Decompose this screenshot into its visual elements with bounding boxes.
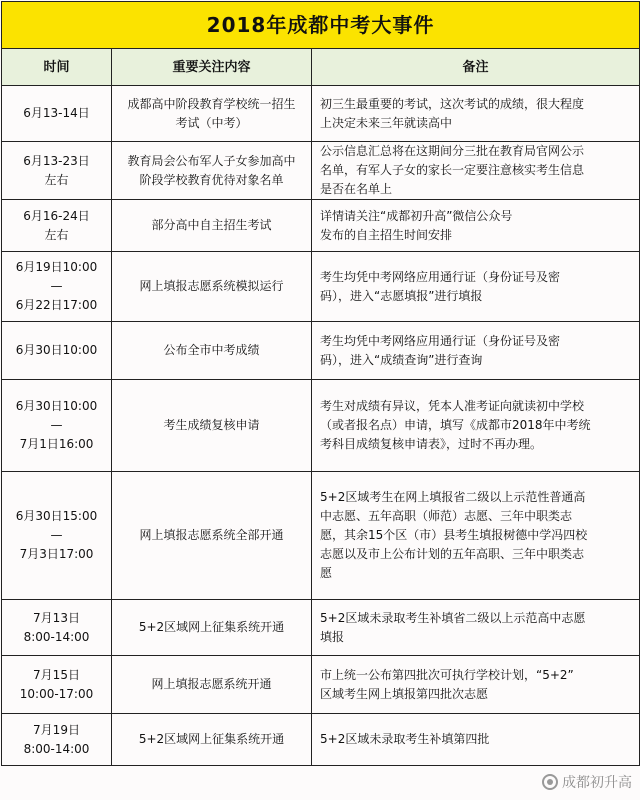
content-line: 公布全市中考成绩 <box>163 343 260 357</box>
content-line: 部分高中自主招生考试 <box>151 218 272 232</box>
title-row <box>2 2 640 49</box>
time-line: — <box>50 279 63 293</box>
table-row <box>2 86 640 142</box>
content-line: 教育局会公布军人子女参加高中 <box>127 153 296 168</box>
cell-time <box>2 322 112 380</box>
cell-time <box>2 380 112 472</box>
table-row <box>2 472 640 600</box>
time-line: 6月16-24日 <box>23 208 90 223</box>
time-line: 左右 <box>44 172 69 187</box>
time-line: 6月30日15:00 <box>15 509 98 523</box>
cell-note <box>312 142 640 200</box>
note-line: 发布的自主招生时间安排 <box>320 227 453 242</box>
content-line: 5+2区域网上征集系统开通 <box>138 620 285 634</box>
content-line: 网上填报志愿系统开通 <box>151 677 272 691</box>
time-line: 6月30日10:00 <box>15 343 98 357</box>
cell-content <box>112 142 312 200</box>
note-line: 考科目成绩复核申请表》，过时不再办理。 <box>320 437 543 451</box>
note-line: 考生对成绩有异议，凭本人准考证向就读初中学校 <box>320 399 585 413</box>
cell-content <box>112 380 312 472</box>
note-line: 码），进入“成绩查询”进行查询 <box>320 352 483 367</box>
cell-time <box>2 86 112 142</box>
note-line: 愿 <box>320 566 333 580</box>
content-line: 考生成绩复核申请 <box>163 418 260 432</box>
content-line: 阶段学校教育优待对象名单 <box>139 172 284 187</box>
cell-note <box>312 656 640 714</box>
cell-time <box>2 714 112 766</box>
time-line: 8:00-14:00 <box>23 741 90 756</box>
table-row <box>2 142 640 200</box>
note-line: （或者报名点）申请，填写《成都市2018年中考统 <box>320 418 591 432</box>
time-line: 7月15日 <box>33 667 80 682</box>
note-line: 码），进入“志愿填报”进行填报 <box>320 288 483 303</box>
cell-content <box>112 472 312 600</box>
time-line: 8:00-14:00 <box>23 629 90 644</box>
note-line: 名单，有军人子女的家长一定要注意核实考生信息 <box>320 163 585 177</box>
note-line: 考生均凭中考网络应用通行证（身份证号及密 <box>320 333 561 348</box>
table-title: 2018年成都中考大事件 <box>2 2 640 49</box>
time-line: 6月13-14日 <box>23 106 90 120</box>
content-line: 考试（中考） <box>175 115 248 130</box>
cell-note <box>312 600 640 656</box>
cell-content <box>112 600 312 656</box>
time-line: 左右 <box>44 227 69 242</box>
cell-note <box>312 86 640 142</box>
cell-note <box>312 472 640 600</box>
header-note: 备注 <box>312 49 640 86</box>
note-line: 填报 <box>320 629 345 644</box>
cell-time <box>2 252 112 322</box>
time-line: 7月19日 <box>33 722 80 737</box>
cell-note <box>312 380 640 472</box>
cell-content <box>112 656 312 714</box>
cell-content <box>112 322 312 380</box>
cell-content <box>112 200 312 252</box>
time-line: 6月19日10:00 <box>15 260 98 274</box>
note-line: 公示信息汇总将在这期间分三批在教育局官网公示 <box>320 144 585 158</box>
events-table <box>1 1 640 766</box>
watermark-text: 成都初升高 <box>562 775 632 791</box>
cell-note <box>312 714 640 766</box>
time-line: — <box>50 418 63 432</box>
cell-note <box>312 322 640 380</box>
header-row <box>2 49 640 86</box>
cell-content <box>112 86 312 142</box>
time-line: 7月3日17:00 <box>19 547 94 561</box>
note-line: 是否在名单上 <box>320 182 393 196</box>
header-content: 重要关注内容 <box>112 49 312 86</box>
content-line: 成都高中阶段教育学校统一招生 <box>127 96 296 111</box>
table-row <box>2 252 640 322</box>
time-line: 7月1日16:00 <box>19 437 94 451</box>
cell-note <box>312 252 640 322</box>
table-row <box>2 600 640 656</box>
header-time: 时间 <box>2 49 112 86</box>
cell-content <box>112 714 312 766</box>
table-row <box>2 322 640 380</box>
table-row <box>2 656 640 714</box>
content-line: 网上填报志愿系统模拟运行 <box>139 279 284 293</box>
note-line: 5+2区域未录取考生补填省二级以上示范高中志愿 <box>320 610 586 625</box>
table-row <box>2 380 640 472</box>
note-line: 5+2区域未录取考生补填第四批 <box>320 732 490 746</box>
wechat-logo-icon <box>542 774 558 790</box>
note-line: 区域考生网上填报第四批次志愿 <box>320 686 489 701</box>
content-line: 网上填报志愿系统全部开通 <box>139 528 284 542</box>
watermark <box>542 772 632 792</box>
note-line: 上决定未来三年就读高中 <box>320 115 453 130</box>
cell-time <box>2 656 112 714</box>
table-row <box>2 200 640 252</box>
time-line: 7月13日 <box>33 610 80 625</box>
table-row <box>2 714 640 766</box>
time-line: — <box>50 528 63 542</box>
time-line: 6月13-23日 <box>23 153 90 168</box>
time-line: 10:00-17:00 <box>19 686 94 701</box>
note-line: 市上统一公布第四批次可执行学校计划，“5+2” <box>320 667 574 682</box>
note-line: 详情请关注“成都初升高”微信公众号 <box>320 208 513 223</box>
cell-note <box>312 200 640 252</box>
note-line: 志愿以及市上公布计划的五年高职、三年中职类志 <box>320 547 585 561</box>
note-line: 愿，其余15个区（市）县考生填报树德中学冯四校 <box>320 528 588 542</box>
cell-content <box>112 252 312 322</box>
cell-time <box>2 600 112 656</box>
cell-time <box>2 142 112 200</box>
note-line: 5+2区域考生在网上填报省二级以上示范性普通高 <box>320 490 586 504</box>
cell-time <box>2 472 112 600</box>
time-line: 6月22日17:00 <box>15 298 98 312</box>
note-line: 中志愿、五年高职（师范）志愿、三年中职类志 <box>320 509 573 523</box>
content-line: 5+2区域网上征集系统开通 <box>138 732 285 746</box>
cell-time <box>2 200 112 252</box>
time-line: 6月30日10:00 <box>15 399 98 413</box>
note-line: 考生均凭中考网络应用通行证（身份证号及密 <box>320 269 561 284</box>
note-line: 初三生最重要的考试，这次考试的成绩，很大程度 <box>320 96 585 111</box>
